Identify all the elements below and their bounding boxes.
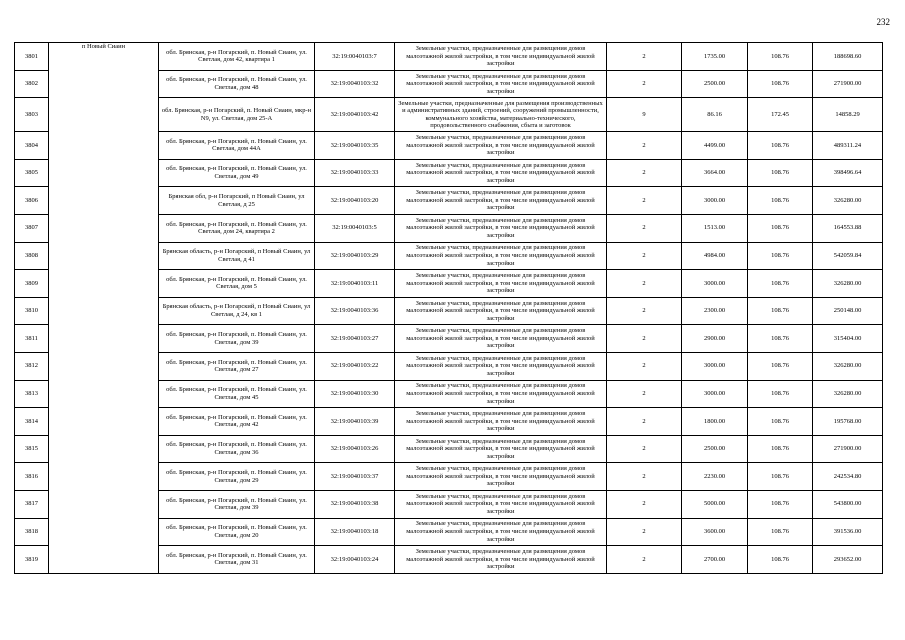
settlement-cell: п Новый Сиаин xyxy=(49,43,159,574)
cadastral-number-cell: 32:19:0040103:7 xyxy=(315,43,395,71)
area-cell: 2300.00 xyxy=(682,297,748,325)
cadastral-value-cell: 326280.00 xyxy=(813,187,883,215)
group-cell: 2 xyxy=(607,380,682,408)
specific-value-cell: 108.76 xyxy=(748,132,813,160)
cadastral-value-cell: 271900.00 xyxy=(813,70,883,98)
group-cell: 2 xyxy=(607,159,682,187)
area-cell: 3000.00 xyxy=(682,187,748,215)
cadastral-number-cell: 32:19:0040103:22 xyxy=(315,352,395,380)
area-cell: 1800.00 xyxy=(682,408,748,436)
address-cell: обл. Брянская, р-н Погарский, п. Новый Сиаин, ул. Светлая, дом 27 xyxy=(159,352,315,380)
cadastral-number-cell: 32:19:0040103:32 xyxy=(315,70,395,98)
area-cell: 3600.00 xyxy=(682,518,748,546)
cadastral-value-cell: 398496.64 xyxy=(813,159,883,187)
row-number-cell: 3817 xyxy=(15,490,49,518)
cadastral-number-cell: 32:19:0040103:30 xyxy=(315,380,395,408)
land-use-cell: Земельные участки, предназначенные для размещения домов малоэтажной жилой застройки, в том числе индивидуальной жилой застройки xyxy=(395,132,607,160)
group-cell: 2 xyxy=(607,270,682,298)
specific-value-cell: 108.76 xyxy=(748,214,813,242)
cadastral-number-cell: 32:19:0040103:42 xyxy=(315,98,395,132)
group-cell: 2 xyxy=(607,352,682,380)
land-use-cell: Земельные участки, предназначенные для размещения домов малоэтажной жилой застройки, в том числе индивидуальной жилой застройки xyxy=(395,435,607,463)
cadastral-value-cell: 326280.00 xyxy=(813,380,883,408)
row-number-cell: 3814 xyxy=(15,408,49,436)
row-number-cell: 3803 xyxy=(15,98,49,132)
cadastral-value-cell: 250148.00 xyxy=(813,297,883,325)
specific-value-cell: 108.76 xyxy=(748,159,813,187)
cadastral-number-cell: 32:19:0040103:37 xyxy=(315,463,395,491)
land-use-cell: Земельные участки, предназначенные для размещения производственных и административных зданий, строений, сооружений промышленности, коммунального хозяйства, материально-технического, продовольственного снабжения, сбыта и заготовок xyxy=(395,98,607,132)
row-number-cell: 3816 xyxy=(15,463,49,491)
area-cell: 3000.00 xyxy=(682,380,748,408)
table-body xyxy=(15,43,883,574)
area-cell: 1513.00 xyxy=(682,214,748,242)
land-use-cell: Земельные участки, предназначенные для размещения домов малоэтажной жилой застройки, в том числе индивидуальной жилой застройки xyxy=(395,463,607,491)
land-use-cell: Земельные участки, предназначенные для размещения домов малоэтажной жилой застройки, в том числе индивидуальной жилой застройки xyxy=(395,408,607,436)
row-number-cell: 3812 xyxy=(15,352,49,380)
address-cell: обл. Брянская, р-н Погарский, п. Новый Сиаин, ул. Светлая, дом 5 xyxy=(159,270,315,298)
address-cell: обл. Брянская, р-н Погарский, п. Новый Сиаин, мкр-н N9, ул. Светлая, дом 25-А xyxy=(159,98,315,132)
row-number-cell: 3805 xyxy=(15,159,49,187)
cadastral-value-cell: 489311.24 xyxy=(813,132,883,160)
specific-value-cell: 108.76 xyxy=(748,242,813,270)
land-use-cell: Земельные участки, предназначенные для размещения домов малоэтажной жилой застройки, в том числе индивидуальной жилой застройки xyxy=(395,518,607,546)
land-use-cell: Земельные участки, предназначенные для размещения домов малоэтажной жилой застройки, в том числе индивидуальной жилой застройки xyxy=(395,380,607,408)
row-number-cell: 3806 xyxy=(15,187,49,215)
address-cell: обл. Брянская, р-н Погарский, п. Новый Сиаин, ул. Светлая, дом 24, квартира 2 xyxy=(159,214,315,242)
specific-value-cell: 108.76 xyxy=(748,490,813,518)
row-number-cell: 3808 xyxy=(15,242,49,270)
land-use-cell: Земельные участки, предназначенные для размещения домов малоэтажной жилой застройки, в том числе индивидуальной жилой застройки xyxy=(395,325,607,353)
area-cell: 2900.00 xyxy=(682,325,748,353)
group-cell: 2 xyxy=(607,132,682,160)
group-cell: 2 xyxy=(607,187,682,215)
row-number-cell: 3807 xyxy=(15,214,49,242)
row-number-cell: 3810 xyxy=(15,297,49,325)
cadastral-value-cell: 326280.00 xyxy=(813,352,883,380)
land-use-cell: Земельные участки, предназначенные для размещения домов малоэтажной жилой застройки, в том числе индивидуальной жилой застройки xyxy=(395,43,607,71)
address-cell: Брянская область, р-н Погарский, п Новый Сиаин, ул Светлая, д 41 xyxy=(159,242,315,270)
specific-value-cell: 108.76 xyxy=(748,546,813,574)
area-cell: 3000.00 xyxy=(682,352,748,380)
row-number-cell: 3815 xyxy=(15,435,49,463)
cadastral-number-cell: 32:19:0040103:26 xyxy=(315,435,395,463)
group-cell: 2 xyxy=(607,214,682,242)
group-cell: 2 xyxy=(607,463,682,491)
group-cell: 2 xyxy=(607,70,682,98)
specific-value-cell: 108.76 xyxy=(748,297,813,325)
specific-value-cell: 108.76 xyxy=(748,352,813,380)
land-use-cell: Земельные участки, предназначенные для размещения домов малоэтажной жилой застройки, в том числе индивидуальной жилой застройки xyxy=(395,270,607,298)
address-cell: обл. Брянская, р-н Погарский, п. Новый Сиаин, ул. Светлая, дом 44А xyxy=(159,132,315,160)
address-cell: Брянская обл, р-н Погарский, п Новый Сиаин, ул Светлая, д 25 xyxy=(159,187,315,215)
group-cell: 2 xyxy=(607,325,682,353)
cadastral-value-cell: 543800.00 xyxy=(813,490,883,518)
row-number-cell: 3811 xyxy=(15,325,49,353)
specific-value-cell: 172.45 xyxy=(748,98,813,132)
group-cell: 2 xyxy=(607,297,682,325)
cadastral-value-cell: 14858.29 xyxy=(813,98,883,132)
cadastral-number-cell: 32:19:0040103:35 xyxy=(315,132,395,160)
address-cell: обл. Брянская, р-н Погарский, п. Новый Сиаин, ул. Светлая, дом 39 xyxy=(159,490,315,518)
cadastral-number-cell: 32:19:0040103:5 xyxy=(315,214,395,242)
area-cell: 3664.00 xyxy=(682,159,748,187)
group-cell: 2 xyxy=(607,435,682,463)
area-cell: 4499.00 xyxy=(682,132,748,160)
cadastral-value-cell: 326280.00 xyxy=(813,270,883,298)
table-row xyxy=(15,43,883,71)
cadastral-value-cell: 293652.00 xyxy=(813,546,883,574)
specific-value-cell: 108.76 xyxy=(748,43,813,71)
group-cell: 2 xyxy=(607,518,682,546)
area-cell: 2230.00 xyxy=(682,463,748,491)
cadastral-number-cell: 32:19:0040103:18 xyxy=(315,518,395,546)
specific-value-cell: 108.76 xyxy=(748,408,813,436)
cadastral-number-cell: 32:19:0040103:33 xyxy=(315,159,395,187)
land-use-cell: Земельные участки, предназначенные для размещения домов малоэтажной жилой застройки, в том числе индивидуальной жилой застройки xyxy=(395,242,607,270)
cadastral-value-cell: 164553.88 xyxy=(813,214,883,242)
address-cell: обл. Брянская, р-н Погарский, п. Новый Сиаин, ул. Светлая, дом 45 xyxy=(159,380,315,408)
cadastral-value-cell: 188698.60 xyxy=(813,43,883,71)
cadastral-value-cell: 242534.80 xyxy=(813,463,883,491)
area-cell: 2700.00 xyxy=(682,546,748,574)
row-number-cell: 3819 xyxy=(15,546,49,574)
row-number-cell: 3802 xyxy=(15,70,49,98)
address-cell: обл. Брянская, р-н Погарский, п. Новый Сиаин, ул. Светлая, дом 36 xyxy=(159,435,315,463)
row-number-cell: 3809 xyxy=(15,270,49,298)
cadastral-number-cell: 32:19:0040103:38 xyxy=(315,490,395,518)
area-cell: 1735.00 xyxy=(682,43,748,71)
area-cell: 2500.00 xyxy=(682,435,748,463)
land-use-cell: Земельные участки, предназначенные для размещения домов малоэтажной жилой застройки, в том числе индивидуальной жилой застройки xyxy=(395,297,607,325)
cadastral-value-cell: 271900.00 xyxy=(813,435,883,463)
specific-value-cell: 108.76 xyxy=(748,325,813,353)
specific-value-cell: 108.76 xyxy=(748,435,813,463)
row-number-cell: 3813 xyxy=(15,380,49,408)
address-cell: обл. Брянская, р-н Погарский, п. Новый Сиаин, ул. Светлая, дом 29 xyxy=(159,463,315,491)
specific-value-cell: 108.76 xyxy=(748,463,813,491)
area-cell: 2500.00 xyxy=(682,70,748,98)
row-number-cell: 3804 xyxy=(15,132,49,160)
specific-value-cell: 108.76 xyxy=(748,518,813,546)
land-use-cell: Земельные участки, предназначенные для размещения домов малоэтажной жилой застройки, в том числе индивидуальной жилой застройки xyxy=(395,159,607,187)
address-cell: обл. Брянская, р-н Погарский, п. Новый Сиаин, ул. Светлая, дом 20 xyxy=(159,518,315,546)
address-cell: обл. Брянская, р-н Погарский, п. Новый Сиаин, ул. Светлая, дом 31 xyxy=(159,546,315,574)
group-cell: 2 xyxy=(607,490,682,518)
group-cell: 2 xyxy=(607,43,682,71)
page-number: 232 xyxy=(876,17,890,27)
cadastral-value-cell: 195768.00 xyxy=(813,408,883,436)
specific-value-cell: 108.76 xyxy=(748,70,813,98)
land-use-cell: Земельные участки, предназначенные для размещения домов малоэтажной жилой застройки, в том числе индивидуальной жилой застройки xyxy=(395,546,607,574)
address-cell: обл. Брянская, р-н Погарский, п. Новый Сиаин, ул. Светлая, дом 48 xyxy=(159,70,315,98)
area-cell: 4984.00 xyxy=(682,242,748,270)
land-use-cell: Земельные участки, предназначенные для размещения домов малоэтажной жилой застройки, в том числе индивидуальной жилой застройки xyxy=(395,352,607,380)
land-use-cell: Земельные участки, предназначенные для размещения домов малоэтажной жилой застройки, в том числе индивидуальной жилой застройки xyxy=(395,214,607,242)
group-cell: 2 xyxy=(607,242,682,270)
area-cell: 86.16 xyxy=(682,98,748,132)
cadastral-number-cell: 32:19:0040103:29 xyxy=(315,242,395,270)
address-cell: обл. Брянская, р-н Погарский, п. Новый Сиаин, ул. Светлая, дом 42 xyxy=(159,408,315,436)
area-cell: 5000.00 xyxy=(682,490,748,518)
land-use-cell: Земельные участки, предназначенные для размещения домов малоэтажной жилой застройки, в том числе индивидуальной жилой застройки xyxy=(395,70,607,98)
cadastral-number-cell: 32:19:0040103:27 xyxy=(315,325,395,353)
cadastral-value-cell: 542059.84 xyxy=(813,242,883,270)
cadastral-number-cell: 32:19:0040103:24 xyxy=(315,546,395,574)
group-cell: 2 xyxy=(607,408,682,436)
address-cell: обл. Брянская, р-н Погарский, п. Новый Сиаин, ул. Светлая, дом 39 xyxy=(159,325,315,353)
cadastral-number-cell: 32:19:0040103:11 xyxy=(315,270,395,298)
row-number-cell: 3818 xyxy=(15,518,49,546)
cadastral-number-cell: 32:19:0040103:20 xyxy=(315,187,395,215)
address-cell: обл. Брянская, р-н Погарский, п. Новый Сиаин, ул. Светлая, дом 49 xyxy=(159,159,315,187)
row-number-cell: 3801 xyxy=(15,43,49,71)
address-cell: обл. Брянская, р-н Погарский, п. Новый Сиаин, ул. Светлая, дом 42, квартира 1 xyxy=(159,43,315,71)
specific-value-cell: 108.76 xyxy=(748,187,813,215)
cadastral-number-cell: 32:19:0040103:39 xyxy=(315,408,395,436)
group-cell: 9 xyxy=(607,98,682,132)
specific-value-cell: 108.76 xyxy=(748,270,813,298)
area-cell: 3000.00 xyxy=(682,270,748,298)
land-use-cell: Земельные участки, предназначенные для размещения домов малоэтажной жилой застройки, в том числе индивидуальной жилой застройки xyxy=(395,187,607,215)
land-use-cell: Земельные участки, предназначенные для размещения домов малоэтажной жилой застройки, в том числе индивидуальной жилой застройки xyxy=(395,490,607,518)
cadastral-value-cell: 391536.00 xyxy=(813,518,883,546)
address-cell: Брянская область, р-н Погарский, п Новый Сиаин, ул Светлая, д 24, кв 1 xyxy=(159,297,315,325)
cadastral-value-cell: 315404.00 xyxy=(813,325,883,353)
group-cell: 2 xyxy=(607,546,682,574)
cadastral-number-cell: 32:19:0040103:36 xyxy=(315,297,395,325)
land-parcels-table xyxy=(14,42,883,574)
specific-value-cell: 108.76 xyxy=(748,380,813,408)
